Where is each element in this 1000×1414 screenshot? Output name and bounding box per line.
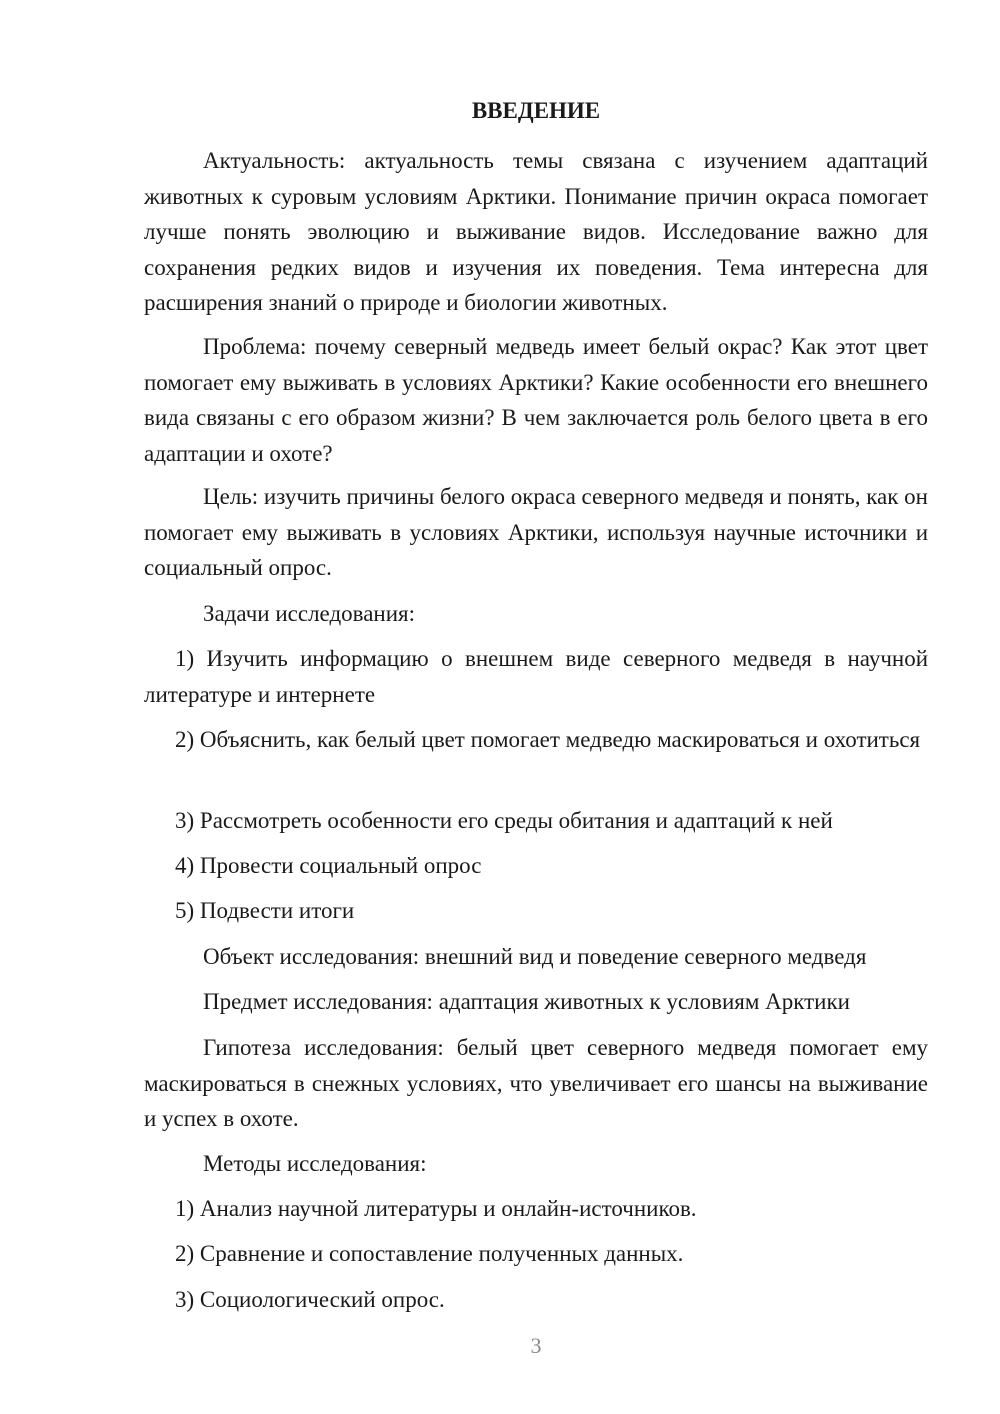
task-item: 4) Провести социальный опрос	[175, 853, 482, 878]
problem-paragraph: Проблема: почему северный медведь имеет белый окрас? Как этот цвет помогает ему выживать в условиях Арктики? Какие особенности его внешнего вида связаны с его образом жизни? В чем заключается роль белого цвета в его адаптации и охоте?	[144, 334, 928, 466]
subject-line: Предмет исследования: адаптация животных к условиям Арктики	[203, 989, 850, 1014]
method-item: 2) Сравнение и сопоставление полученных данных.	[175, 1241, 684, 1266]
tasks-heading: Задачи исследования:	[203, 601, 416, 626]
section-title: ВВЕДЕНИЕ	[471, 98, 601, 123]
task-item: 2) Объяснить, как белый цвет помогает медведю маскироваться и охотиться	[175, 727, 921, 752]
object-line: Объект исследования: внешний вид и поведение северного медведя	[203, 944, 867, 969]
method-item: 3) Социологический опрос.	[175, 1287, 445, 1312]
task-item: 5) Подвести итоги	[175, 898, 355, 923]
method-item: 1) Анализ научной литературы и онлайн-источников.	[175, 1196, 697, 1221]
page-number: 3	[530, 1333, 542, 1358]
task-item: 3) Рассмотреть особенности его среды обитания и адаптаций к ней	[175, 808, 833, 833]
task-item: 1) Изучить информацию о внешнем виде северного медведя в научной литературе и интернете	[144, 646, 928, 707]
relevance-paragraph: Актуальность: актуальность темы связана с изучением адаптаций животных к суровым условиям Арктики. Понимание причин окраса помогает лучше понять эволюцию и выживание видов. Исследование важно для сохранения редких видов и изучения их поведения. Тема интересна для расширения знаний о природе и биологии животных.	[144, 148, 928, 315]
methods-heading: Методы исследования:	[203, 1151, 427, 1176]
goal-paragraph: Цель: изучить причины белого окраса северного медведя и понять, как он помогает ему выживать в условиях Арктики, используя научные источники и социальный опрос.	[144, 484, 928, 580]
hypothesis-paragraph: Гипотеза исследования: белый цвет северного медведя помогает ему маскироваться в снежных условиях, что увеличивает его шансы на выживание и успех в охоте.	[144, 1035, 928, 1131]
